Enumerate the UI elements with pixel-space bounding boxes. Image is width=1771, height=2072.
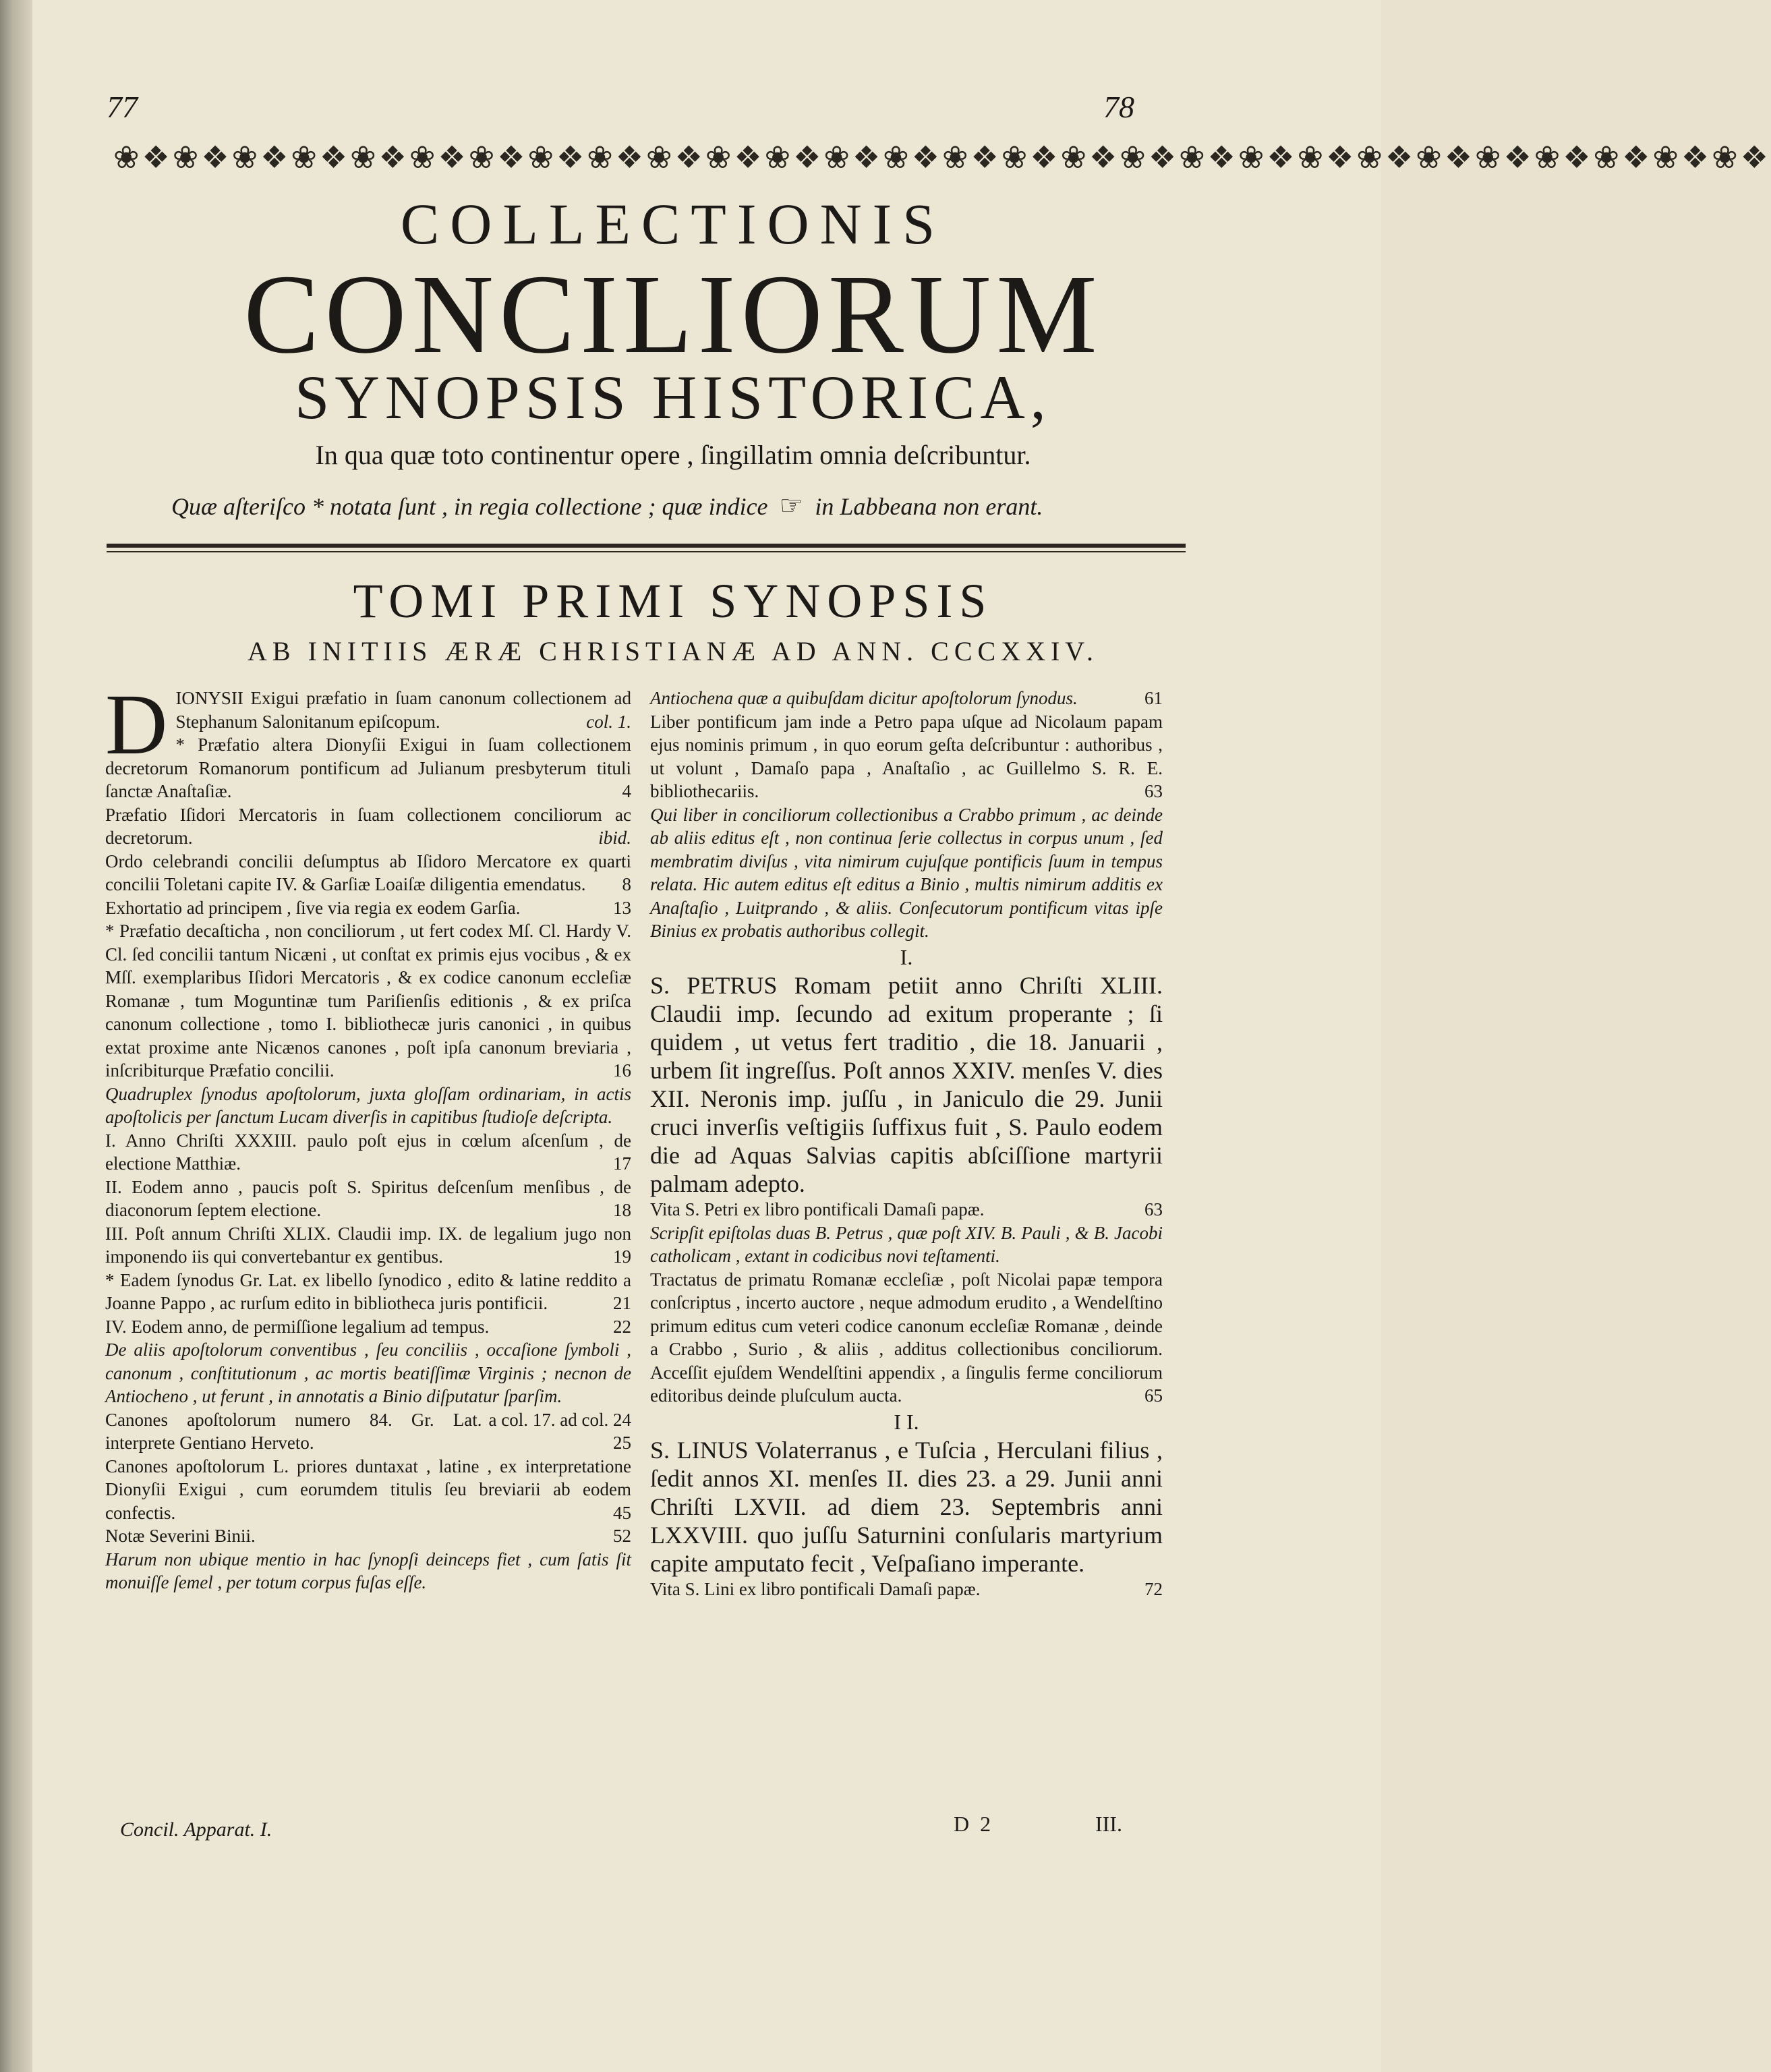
entry: Vita S. Petri ex libro pontificali Damaſi papæ. 63 [650, 1198, 1163, 1221]
pope-entry-linus: S. LINUS Volaterranus , e Tuſcia , Herculani filius , ſedit annos XI. menſes II. dies 23. a 29. Junii anni Chriſti LXVII. ad diem 23. Septembris anni LXXVIII. quo juſſu Saturnini conſularis martyrium capite amputato fecit , Veſpaſiano imperante. [650, 1437, 1163, 1577]
signature-mark-left: Concil. Apparat. I. [120, 1818, 272, 1841]
entry: DIONYSII Exigui præfatio in ſuam canonum collectionem ad Stephanum Salonitanum epiſcopum. col. 1. [105, 677, 631, 772]
section-subtitle: AB INITIIS ÆRÆ CHRISTIANÆ AD ANN. CCCXXIV. [247, 636, 1099, 666]
col-ref: 21 [613, 1293, 631, 1313]
entry: Exhortatio ad principem , ſive via regia ex eodem Garſia. 13 [105, 896, 631, 920]
col-ref: 17 [613, 1153, 631, 1174]
col-ref: 13 [613, 897, 631, 918]
col-ref: 45 [613, 1502, 631, 1523]
book-gutter [0, 0, 32, 2072]
entry: I. Anno Chriſti XXXIII. paulo poſt ejus in cœlum aſcenſum , de electione Matthiæ. 17 [105, 1129, 631, 1176]
ornamental-border: ❀❖❀❖❀❖❀❖❀❖❀❖❀❖❀❖❀❖❀❖❀❖❀❖❀❖❀❖❀❖❀❖❀❖❀❖❀❖❀❖❀❖❀❖❀❖❀❖❀❖❀❖❀❖❀❖ [113, 140, 1771, 175]
page-number-left: 77 [107, 90, 138, 124]
subtitle: In qua quæ toto continentur opere , ſingillatim omnia deſcribuntur. [315, 440, 1031, 470]
section-number: I. [900, 944, 913, 969]
col-ref: 22 [613, 1316, 631, 1337]
legend-note-part-a: Quæ aſteriſco * notata ſunt , in regia collectione ; quæ indice [171, 493, 768, 520]
entry-note: Quadruplex ſynodus apoſtolorum, juxta gloſſam ordinariam, in actis apoſtolicis per ſanctum Lucam diverſis in capitibus ſtudioſe deſcripta. [105, 1083, 631, 1127]
entry: Canones apoſtolorum numero 84. Gr. Lat. interprete Gentiano Herveto. 25 [105, 1408, 631, 1455]
legend-note-part-b: in Labbeana non erant. [815, 493, 1043, 520]
title-line-2: CONCILIORUM [243, 252, 1103, 377]
entry: III. Poſt annum Chriſti XLIX. Claudii imp. IX. de legalium jugo non imponendo iis qui convertebantur ex gentibus. 19 [105, 1222, 631, 1269]
entry: * Præfatio altera Dionyſii Exigui in ſuam collectionem decretorum Romanorum pontificum ad Julianum presbyterum tituli ſanctæ Anaſtaſiæ. 4 [105, 733, 631, 803]
page-number-right: 78 [1103, 90, 1134, 124]
pope-entry-petrus: S. PETRUS Romam petiit anno Chriſti XLIII. Claudii imp. ſecundo ad exitum properante ; ſi quidem , ut vetus fert traditio , die 18. Januarii , urbem ſit ingreſſus. Poſt annos XXIV. menſes V. dies XII. Neronis imp. juſſu , in Janiculo die 29. Junii cruci inverſis veſtigiis ſuffixus fuit , S. Paulo eodem die ad Aquas Salvias capitis abſciſſione martyrii palmam adepto. [650, 972, 1163, 1197]
entry: Notæ Severini Binii. 52 [105, 1524, 631, 1548]
entry-note: Harum non ubique mentio in hac ſynopſi deinceps fiet , cum ſatis ſit monuiſſe ſemel , per totum corpus fuſas eſſe. [105, 1549, 631, 1592]
col-ref: 52 [613, 1526, 631, 1546]
drop-cap: D [105, 677, 168, 772]
col-ref: 4 [622, 781, 631, 801]
catchword: III. [1095, 1812, 1122, 1836]
legend-note [171, 487, 1196, 525]
col-ref: 19 [613, 1246, 631, 1267]
signature-mark: D 2 [954, 1812, 994, 1836]
entry: Vita S. Lini ex libro pontificali Damaſi papæ. 72 [650, 1578, 1163, 1601]
col-ref: 63 [1144, 781, 1163, 801]
entry: Tractatus de primatu Romanæ eccleſiæ , poſt Nicolai papæ tempora conſcriptus , incerto auctore , neque admodum erudito , a Wendelſtino primum editus cum veteri codice canonum eccleſiæ Romanæ , deinde a Crabbo , Surio , & aliis , additus collectionibus conciliorum. Acceſſit ejuſdem Wendelſtini appendix , a ſingulis ferme conciliorum editoribus deinde pluſculum aucta. 65 [650, 1268, 1163, 1408]
divider-thin [107, 551, 1186, 552]
col-ref: 72 [1144, 1579, 1163, 1599]
divider-thick [107, 544, 1186, 548]
title-line-3: SYNOPSIS HISTORICA, [295, 363, 1051, 432]
entry-note: Qui liber in conciliorum collectionibus a Crabbo primum , ac deinde ab aliis editus eſt , non continua ſerie collectus in corpus unum , ſed membratim diviſus , vita nimirum cujuſque pontificis ſuum in tempus relata. Hic autem editus eſt editus a Binio , multis nimirum additis ex Anaſtaſio , Luitprando , & aliis. Conſecutorum pontificum vitas ipſe Binius ex probatis authoribus collegit. [650, 804, 1163, 941]
entry: Liber pontificum jam inde a Petro papa uſque ad Nicolaum papam ejus nominis primum , in quo eorum geſta deſcribuntur : authoribus , ut volunt , Damaſo papa , Anaſtaſio , ac Guillelmo S. R. E. bibliothecariis. 63 [650, 710, 1163, 803]
col-ref: 8 [622, 874, 631, 894]
book-page [32, 0, 1771, 2072]
col-ref: ibid. [598, 828, 631, 848]
entry-note: Scripſit epiſtolas duas B. Petrus , quæ poſt XIV. B. Pauli , & B. Jacobi catholicam , extant in codicibus novi teſtamenti. [650, 1222, 1163, 1266]
entry: Ordo celebrandi concilii deſumptus ab Iſidoro Mercatore ex quarti concilii Toletani capite IV. & Garſiæ Loaiſæ diligentia emendatus. 8 [105, 850, 631, 896]
section-number: I I. [894, 1409, 919, 1434]
col-ref: 18 [613, 1200, 631, 1220]
entry: De aliis apoſtolorum conventibus , ſeu conciliis , occaſione ſymboli , canonum , conſtitutionum , ac mortis beatiſſimæ Virginis ; necnon de Antiocheno , ut ferunt , in annotatis a Binio diſputatur ſparſim. a col. 17. ad col. 24 [105, 1338, 631, 1408]
entry: IV. Eodem anno, de permiſſione legalium ad tempus. 22 [105, 1315, 631, 1339]
entry: * Præfatio decaſticha , non conciliorum , ut fert codex Mſ. Cl. Hardy V. Cl. ſed concilii tantum Nicæni , ut conſtat ex primis ejus vocibus , & ex Mſſ. exemplaribus Iſidori Mercatoris , & ex codice canonum eccleſiæ Romanæ , tum Moguntinæ tum Pariſienſis editionis , & ex priſca canonum collectione , tomo I. bibliothecæ juris canonici , in quibus extat proxime ante Nicænos canones , poſt ipſa canonum breviaria , inſcribiturque Præfatio concilii. 16 [105, 919, 631, 1083]
col-ref: 63 [1144, 1199, 1163, 1219]
col-ref: a col. 17. ad col. 24 [488, 1409, 631, 1430]
entry: II. Eodem anno , paucis poſt S. Spiritus deſcenſum menſibus , de diaconorum ſeptem electione. 18 [105, 1176, 631, 1222]
entry: Præfatio Iſidori Mercatoris in ſuam collectionem conciliorum ac decretorum. ibid. [105, 803, 631, 850]
right-column [650, 687, 1163, 1601]
col-ref: col. 1. [586, 711, 631, 732]
entry: Antiochena quæ a quibuſdam dicitur apoſtolorum ſynodus. 61 [650, 687, 1163, 710]
entry: * Eadem ſynodus Gr. Lat. ex libello ſynodico , edito & latine reddito a Joanne Pappo , ac rurſum edito in bibliotheca juris pontificii. 21 [105, 1269, 631, 1315]
section-title: TOMI PRIMI SYNOPSIS [353, 574, 993, 628]
pointing-hand-icon: ☞ [779, 490, 804, 521]
col-ref: 16 [613, 1060, 631, 1081]
col-ref: 25 [613, 1433, 631, 1453]
title-line-1: COLLECTIONIS [400, 192, 946, 256]
col-ref: 61 [1144, 688, 1163, 708]
entry: Canones apoſtolorum L. priores duntaxat , latine , ex interpretatione Dionyſii Exigui , cum eorumdem titulis ſeu breviarii ab eodem confectis. 45 [105, 1455, 631, 1525]
left-column [105, 677, 631, 1594]
col-ref: 65 [1144, 1385, 1163, 1406]
